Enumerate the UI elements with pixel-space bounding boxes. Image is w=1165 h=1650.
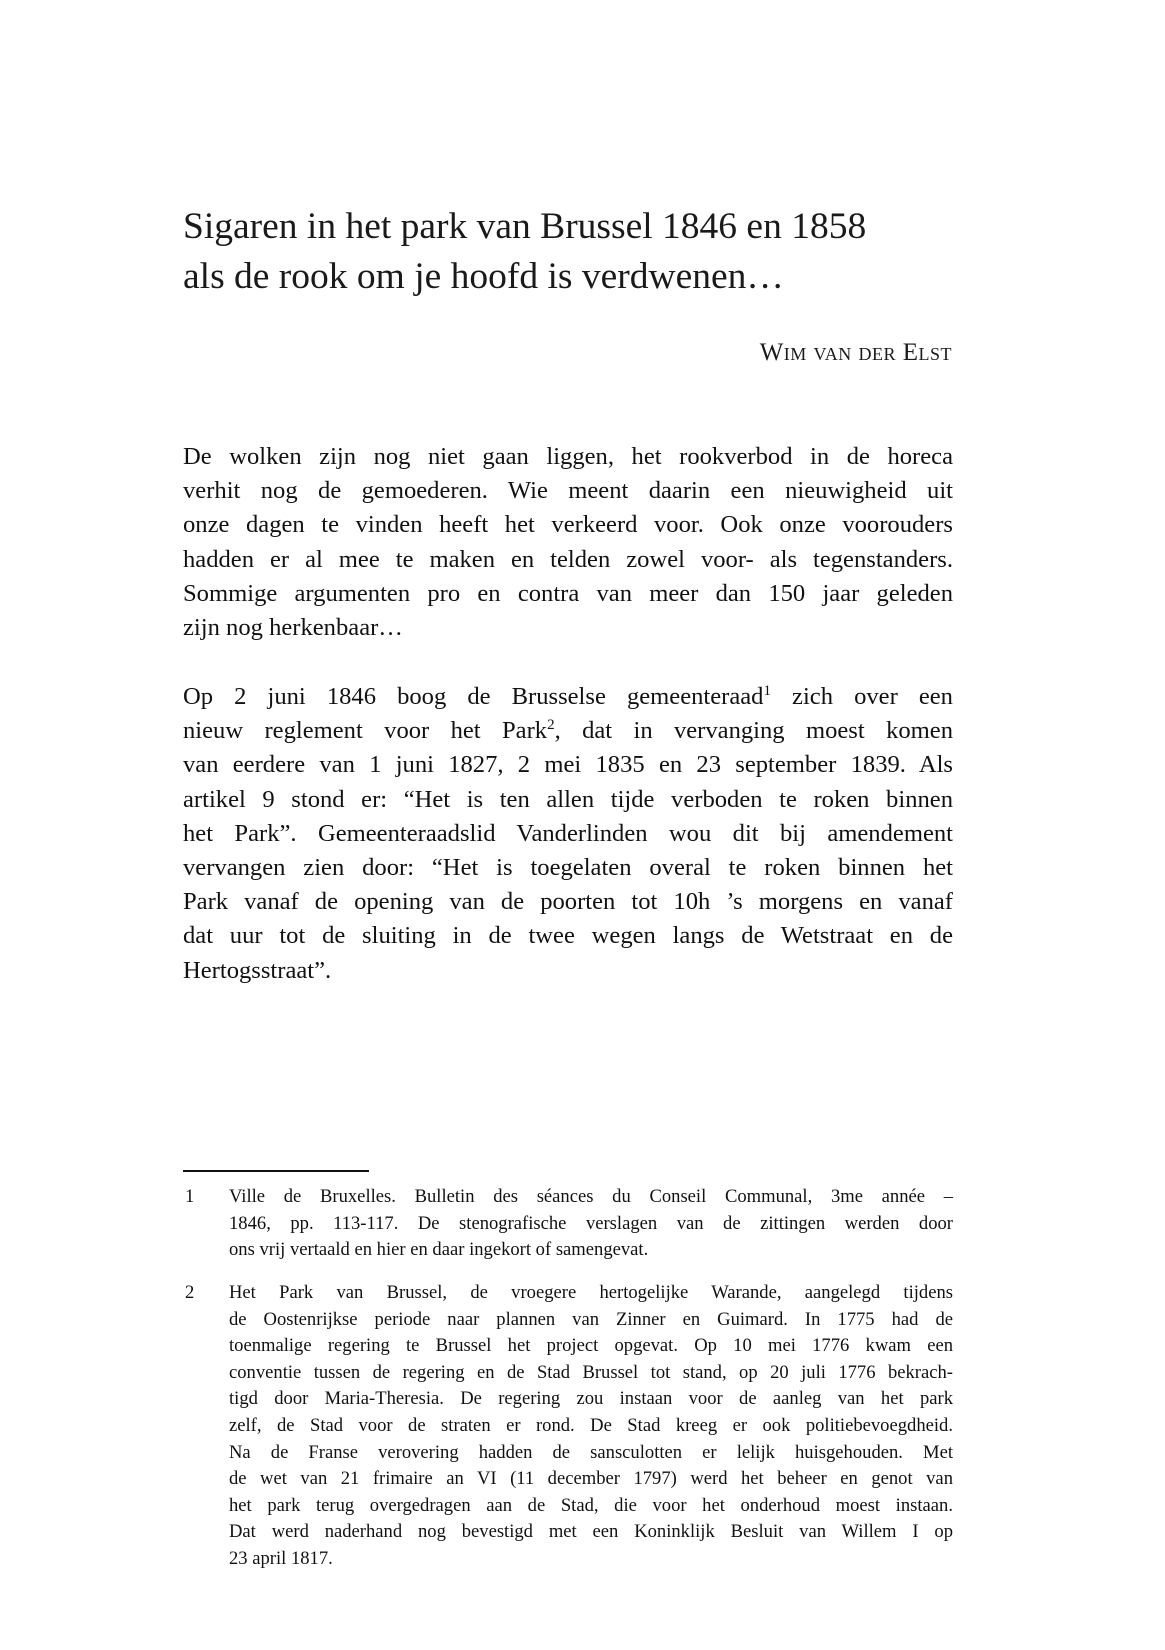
footnote-line: 1846, pp. 113-117. De stenografische verslagen van de zittingen werden door	[229, 1212, 953, 1234]
paragraph-line	[183, 714, 953, 748]
text-run: nieuw reglement voor het Park	[183, 717, 548, 745]
footnote-line: Dat werd naderhand nog bevestigd met een Koninklijk Besluit van Willem I op	[229, 1521, 953, 1543]
footnote-number: 1	[185, 1186, 195, 1207]
footnote-number: 2	[185, 1282, 195, 1303]
text-run: , dat in vervanging moest komen	[554, 717, 954, 745]
footnote-line: de Oostenrijkse periode naar plannen van Zinner en Guimard. In 1775 had de	[229, 1308, 953, 1330]
paragraph-line: Park vanaf de opening van de poorten tot 10h ’s morgens en vanaf	[183, 888, 953, 916]
footnote-line: toenmalige regering te Brussel het project opgevat. Op 10 mei 1776 kwam een	[229, 1335, 953, 1357]
footnote-line: Ville de Bruxelles. Bulletin des séances du Conseil Communal, 3me année –	[229, 1186, 953, 1207]
title-line: Sigaren in het park van Brussel 1846 en 1858	[183, 206, 867, 247]
footnote-line: 23 april 1817.	[229, 1547, 333, 1569]
footnote-line: conventie tussen de regering en de Stad Brussel tot stand, op 20 juli 1776 bekrach-	[229, 1361, 953, 1383]
paragraph-line: onze dagen te vinden heeft het verkeerd voor. Ook onze voorouders	[183, 511, 953, 539]
text-run: zich over een	[770, 683, 953, 710]
footnote-line: Het Park van Brussel, de vroegere hertogelijke Warande, aangelegd tijdens	[229, 1282, 953, 1303]
footnote-line: zelf, de Stad voor de straten er rond. De Stad kreeg er ook politiebevoegdheid.	[229, 1414, 953, 1436]
paragraph-line: van eerdere van 1 juni 1827, 2 mei 1835 en 23 september 1839. Als	[183, 751, 953, 779]
footnote-ref-2[interactable]: 2	[547, 717, 555, 734]
paragraph-line: vervangen zien door: “Het is toegelaten overal te roken binnen het	[183, 854, 953, 882]
paragraph-regulation	[183, 680, 953, 988]
paragraph-line: artikel 9 stond er: “Het is ten allen tijde verboden te roken binnen	[183, 785, 953, 813]
footnote-ref-1[interactable]: 1	[763, 683, 771, 699]
paragraph-line: het Park”. Gemeenteraadslid Vanderlinden wou dit bij amendement	[183, 819, 953, 847]
paragraph-line: Hertogsstraat”.	[183, 956, 332, 984]
footnote-divider	[183, 1170, 369, 1172]
article-title	[183, 202, 983, 302]
paragraph-line: zijn nog herkenbaar…	[183, 614, 403, 642]
author-name: Wim van der Elst	[759, 339, 952, 366]
footnote-line: het park terug overgedragen aan de Stad, die voor het onderhoud moest instaan.	[229, 1494, 953, 1516]
paragraph-line	[183, 680, 953, 714]
footnote-text	[229, 1280, 953, 1573]
footnote-line: Na de Franse verovering hadden de sansculotten er lelijk huisgehouden. Met	[229, 1441, 953, 1463]
paragraph-line: verhit nog de gemoederen. Wie meent daarin een nieuwigheid uit	[183, 477, 953, 505]
title-line: als de rook om je hoofd is verdwenen…	[183, 256, 784, 297]
paragraph-line: dat uur tot de sluiting in de twee wegen langs de Wetstraat en de	[183, 922, 953, 950]
footnote-line: ons vrij vertaald en hier en daar ingekort of samengevat.	[229, 1239, 649, 1261]
paragraph-line: De wolken zijn nog niet gaan liggen, het rookverbod in de horeca	[183, 443, 953, 470]
paragraph-line: hadden er al mee te maken en telden zowel voor- als tegenstanders.	[183, 545, 953, 573]
paragraph-intro	[183, 440, 953, 645]
paragraph-line: Sommige argumenten pro en contra van meer dan 150 jaar geleden	[183, 579, 953, 607]
footnote-line: de wet van 21 frimaire an VI (11 december 1797) werd het beheer en genot van	[229, 1468, 953, 1490]
footnote-text	[229, 1184, 953, 1264]
text-run: Op 2 juni 1846 boog de Brusselse gemeenteraad	[183, 683, 764, 710]
footnote-line: tigd door Maria-Theresia. De regering zou instaan voor de aanleg van het park	[229, 1388, 953, 1410]
